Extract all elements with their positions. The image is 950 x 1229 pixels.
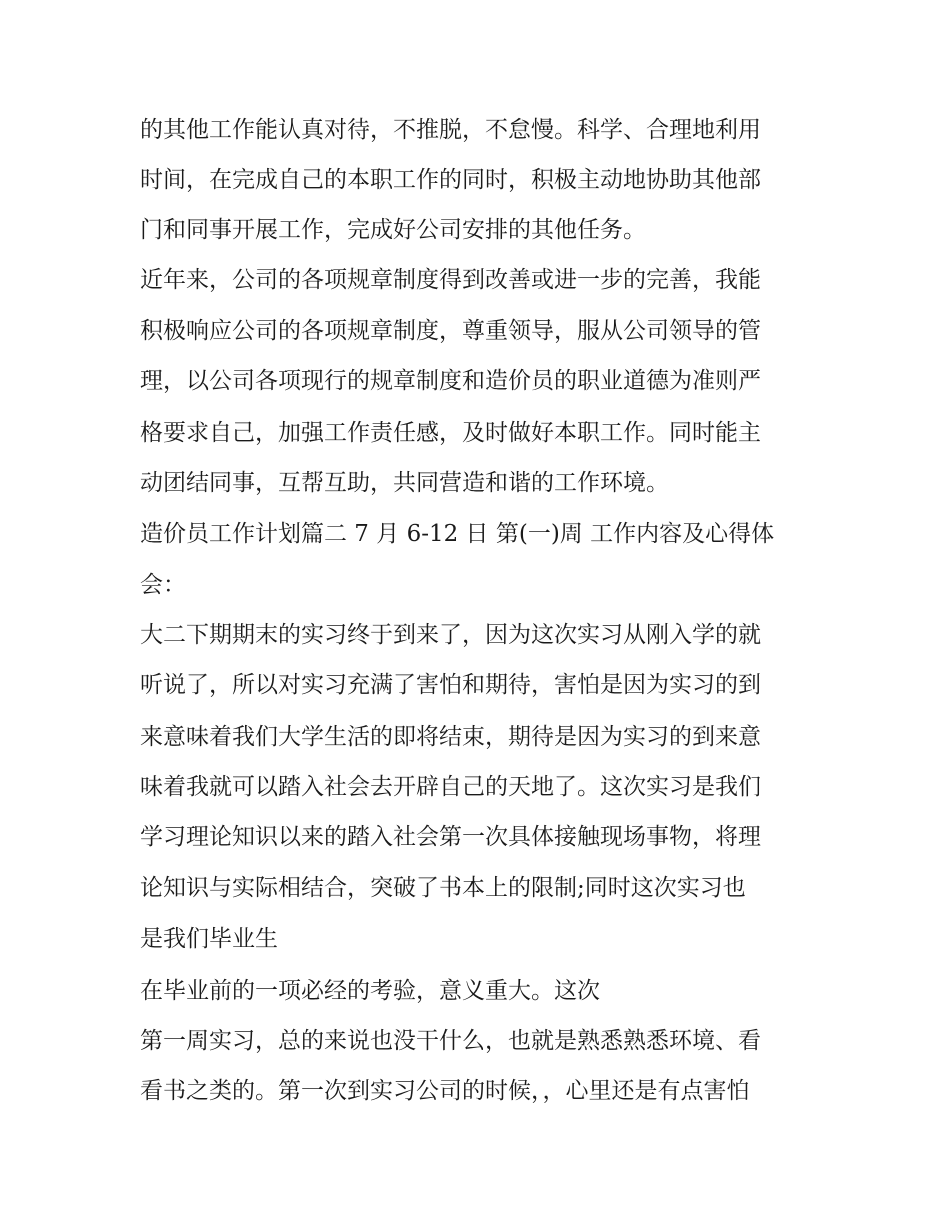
text-line: 积极响应公司的各项规章制度，尊重领导，服从公司领导的管 (140, 318, 761, 344)
text-line: 动团结同事，互帮互助，共同营造和谐的工作环境。 (140, 470, 669, 496)
text-line: 第一周实习，总的来说也没干什么，也就是熟悉熟悉环境、看 (140, 1028, 761, 1054)
text-line: 理，以公司各项现行的规章制度和造价员的职业道德为准则严 (140, 368, 761, 394)
text-line: 是我们毕业生 (140, 926, 278, 952)
text-line: 学习理论知识以来的踏入社会第一次具体接触现场事物，将理 (140, 824, 761, 850)
text-line: 味着我就可以踏入社会去开辟自己的天地了。这次实习是我们 (140, 774, 761, 800)
text-line: 论知识与实际相结合，突破了书本上的限制;同时这次实习也 (140, 875, 746, 901)
text-line: 来意味着我们大学生活的即将结束，期待是因为实习的到来意 (140, 724, 761, 750)
text-line: 的其他工作能认真对待，不推脱，不怠慢。科学、合理地利用 (140, 117, 761, 143)
text-line: 时间，在完成自己的本职工作的同时，积极主动地协助其他部 (140, 167, 761, 193)
text-line: 近年来，公司的各项规章制度得到改善或进一步的完善，我能 (140, 267, 761, 293)
text-line: 大二下期期末的实习终于到来了，因为这次实习从刚入学的就 (140, 622, 761, 648)
text-line: 格要求自己，加强工作责任感，及时做好本职工作。同时能主 (140, 420, 761, 446)
text-line: 在毕业前的一项必经的考验，意义重大。这次 (140, 978, 600, 1004)
text-line: 看书之类的。第一次到实习公司的时候，，心里还是有点害怕 (140, 1078, 750, 1104)
text-line: 门和同事开展工作，完成好公司安排的其他任务。 (140, 217, 646, 243)
heading-line: 造价员工作计划篇二 7 月 6-12 日 第(一)周 工作内容及心得体 (140, 521, 775, 547)
heading-line: 会： (140, 572, 186, 598)
text-line: 听说了，所以对实习充满了害怕和期待，害怕是因为实习的到 (140, 672, 761, 698)
